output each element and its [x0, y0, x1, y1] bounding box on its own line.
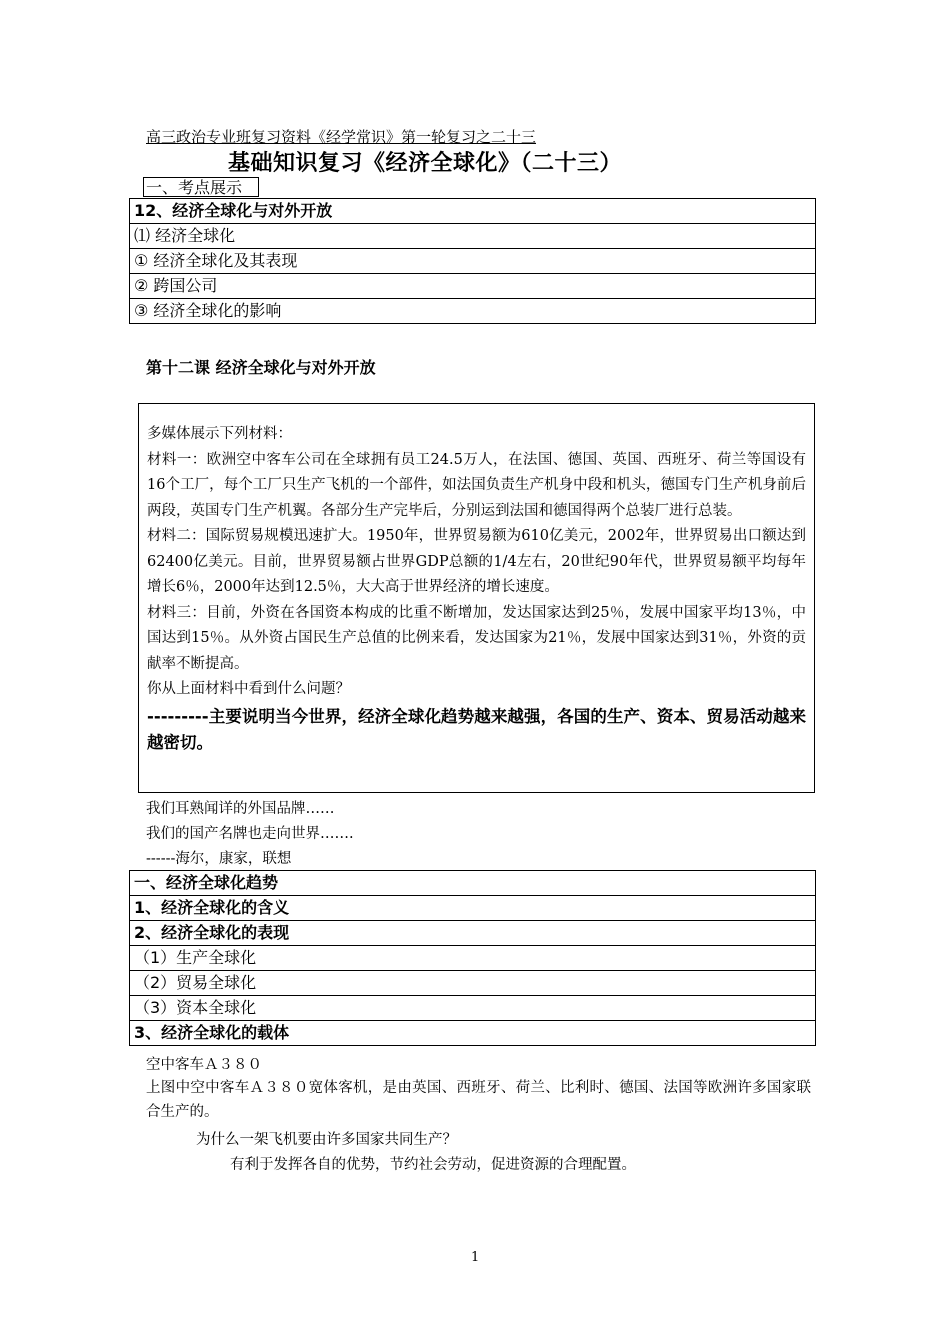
- material-1: 材料一：欧洲空中客车公司在全球拥有员工24.5万人，在法国、德国、英国、西班牙、荷兰等国设有16个工厂，每个工厂只生产飞机的一个部件，如法国负责生产机身中段和机头，德国专门生产机身前后两段，英国专门生产机翼。各部分生产完毕后，分别运到法国和德国得两个总装厂进行总装。: [147, 451, 806, 519]
- outline-table: [129, 870, 816, 1046]
- brands-line-3: ------海尔，康家，联想: [146, 851, 292, 867]
- material-2: 材料二：国际贸易规模迅速扩大。1950年，世界贸易额为610亿美元，2002年，世界贸易出口额达到62400亿美元。目前，世界贸易额占世界GDP总额的1/4左右，20世纪90年代，世界贸易额平均每年增长6％，2000年达到12.5％，大大高于世界经济的增长速度。: [147, 528, 806, 595]
- table-row: [130, 896, 816, 921]
- exam-point-cell: ① 经济全球化及其表现: [130, 249, 816, 274]
- table-row: [130, 1021, 816, 1046]
- page-number: 1: [471, 1250, 480, 1265]
- brands-line-1: 我们耳熟闻详的外国品牌……: [146, 801, 335, 817]
- outline-cell: （2）贸易全球化: [130, 971, 816, 996]
- table-row: [130, 249, 816, 274]
- outline-cell: 1、经济全球化的含义: [130, 896, 816, 921]
- table-row: [130, 199, 816, 224]
- outline-cell: 一、经济全球化趋势: [130, 871, 816, 896]
- outline-cell: （3）资本全球化: [130, 996, 816, 1021]
- brands-line-2: 我们的国产名牌也走向世界…….: [146, 826, 354, 842]
- table-row: [130, 971, 816, 996]
- table-row: [130, 299, 816, 324]
- table-row: [130, 224, 816, 249]
- materials-answer: ---------主要说明当今世界，经济全球化趋势越来越强，各国的生产、资本、贸易活动越来越密切。: [147, 706, 806, 752]
- page-title: 基础知识复习《经济全球化》（二十三）: [228, 151, 623, 176]
- materials-intro: 多媒体展示下列材料：: [147, 426, 292, 442]
- materials-box: [138, 403, 815, 793]
- exam-points-label: 一、考点展示: [143, 177, 259, 197]
- outline-cell: 3、经济全球化的载体: [130, 1021, 816, 1046]
- outline-cell: 2、经济全球化的表现: [130, 921, 816, 946]
- exam-point-cell: ⑴ 经济全球化: [130, 224, 816, 249]
- course-header-line: 高三政治专业班复习资料《经学常识》第一轮复习之二十三: [146, 128, 537, 146]
- airbus-description: 上图中空中客车Ａ３８０宽体客机，是由英国、西班牙、荷兰、比利时、德国、法国等欧洲许多国家联合生产的。: [146, 1080, 811, 1120]
- airbus-question: 为什么一架飞机要由许多国家共同生产？: [196, 1132, 457, 1148]
- outline-cell: （1）生产全球化: [130, 946, 816, 971]
- airbus-answer: 有利于发挥各自的优势，节约社会劳动，促进资源的合理配置。: [230, 1157, 636, 1173]
- airbus-caption: 空中客车Ａ３８０: [146, 1057, 262, 1073]
- exam-point-cell: ② 跨国公司: [130, 274, 816, 299]
- table-row: [130, 921, 816, 946]
- table-row: [130, 996, 816, 1021]
- exam-points-table: [129, 198, 816, 324]
- exam-point-cell: 12、经济全球化与对外开放: [130, 199, 816, 224]
- lesson-title: 第十二课 经济全球化与对外开放: [146, 358, 376, 377]
- table-row: [130, 274, 816, 299]
- table-row: [130, 946, 816, 971]
- material-3: 材料三：目前，外资在各国资本构成的比重不断增加，发达国家达到25％，发展中国家平均13％，中国达到15％。从外资占国民生产总值的比例来看，发达国家为21％，发展中国家达到31％，外资的贡献率不断提高。: [147, 604, 806, 672]
- materials-question: 你从上面材料中看到什么问题？: [147, 681, 350, 697]
- table-row: [130, 871, 816, 896]
- exam-point-cell: ③ 经济全球化的影响: [130, 299, 816, 324]
